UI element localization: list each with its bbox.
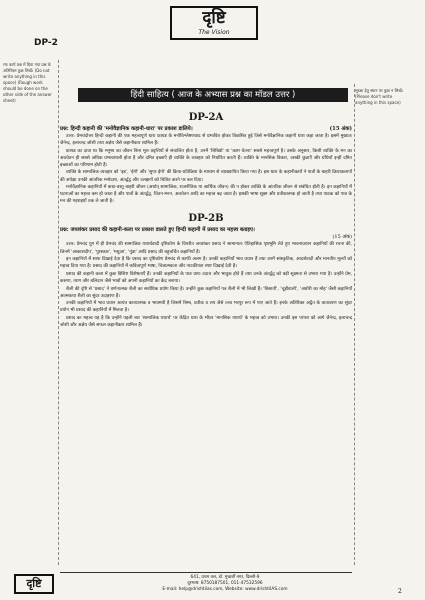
section-b-question: [60, 227, 352, 234]
answer-paragraph: उत्तर: प्रेमचंदोत्तर हिन्दी कहानी की एक महत्त्वपूर्ण धारा फ्रायड के मनोविश्लेषणवाद से प्रभावित होकर विकसित हुई जिसे मनोवैज्ञानिक कहानी धारा कहा जाता है। इसमें मुख्यतः जैनेन्द्र, इलाचन्द्र जोशी तथा अज्ञेय जैसे कहानीकार शामिल हैं।: [60, 134, 352, 147]
question-text: प्रश्न: हिन्दी कहानी की 'मनोवैज्ञानिक कहानी-धारा' पर प्रकाश डालिये।: [60, 126, 193, 132]
answer-paragraph: मनोवैज्ञानिक कहानियों में कथा-वस्तु बाहरी जीवन (अर्थात् सामाजिक, राजनीतिक या आर्थिक जीवन) की न होकर व्यक्ति के आंतरिक जीवन से संबंधित होती है। इन कहानियों में घटनाओं का महत्त्व कम हो जाता है और पात्रों के अंतर्द्वंद्व, चिंतन-मनन, अवचेतन आदि का महत्त्व बढ़ जाता है। इसकी भाषा सूक्ष्म और प्रतीकात्मक हो जाती है तथा पाठक को पात्र के मन की गहराइयों तक ले जाती है।: [60, 185, 352, 205]
footer-phone: दूरभाष: 8750187501, 011-47532596: [187, 581, 263, 586]
question-text: प्रश्न: जयशंकर प्रसाद की कहानी-कला पर प्रकाश डालते हुए हिन्दी कहानी में प्रसाद का महत्त्व बताइए।: [60, 227, 255, 234]
footer-address: 641, प्रथम तल, डॉ. मुखर्जी नगर, दिल्ली-9: [190, 575, 260, 580]
page-number: 2: [398, 588, 402, 595]
right-margin-line: [354, 84, 355, 565]
answer-paragraph: उत्तर: प्रेमचंद युग में ही प्रेमचंद की सामाजिक यथार्थवादी दृष्टिकोण के विपरीत जयशंकर प्रसाद ने सामान्यतः ऐतिहासिक पृष्ठभूमि लेते हुए भावनाप्रधान कहानियों की रचना की, जिनमें 'आकाशदीप', 'पुरस्कार', 'मधुआ', 'गुंडा' आदि प्रसाद की बहुचर्चित कहानियाँ हैं।: [60, 242, 352, 255]
answer-paragraph: प्रसाद का महत्त्व यह है कि उन्होंने पहली बार 'सामाजिक यथार्थ' पर केंद्रित धारा के भीतर 'मानसिक यथार्थ' के महत्त्व को उभारा। उनकी इस परंपरा को आगे जैनेन्द्र, इलाचन्द्र जोशी और अज्ञेय जैसे सफल कहानीकार शामिल हैं।: [60, 315, 352, 328]
subject-banner: हिंदी साहित्य ( आज के अभ्यास प्रश्न का मॉडल उत्तर ): [78, 88, 348, 102]
answer-body: [60, 108, 352, 330]
right-margin-note: सुरक्षा हेतु स्थान पर कुछ न लिखें। (Please don't write anything in this space): [355, 88, 404, 105]
footer-contact: E-mail: help@drishtiias.com, Website: www.drishtiIAS.com: [162, 587, 288, 592]
answer-paragraph: फ्रायड का दावा था कि मनुष्य का जीवन बिना मूल प्रवृत्तियों से संचालित होता है, उनमें 'लिबिडो' या 'काम चेतना' सबसे महत्त्वपूर्ण है। उसके अनुसार, किसी व्यक्ति के मन का अवचेतन ही सबसे अधिक प्रभावशाली होता है और दमित इच्छाएँ ही व्यक्ति के व्यवहार को निर्धारित करती हैं। व्यक्ति के मानसिक विकार, उसकी कुंठाएँ और ग्रंथियाँ इन्हीं दमित इच्छाओं का परिणाम होती हैं।: [60, 148, 352, 168]
footer-logo: दृष्टि: [14, 574, 54, 594]
left-margin-note: रफ कार्य प्रश्न में दिया गया प्रश्न के अतिरिक्त कुछ लिखें। (Do not write anything in this space) (Rough work should be done on the other side of the answer sheet): [3, 62, 52, 103]
answer-paragraph: शैली की दृष्टि से 'प्रसाद' ने वर्णनात्मक शैली का सर्वाधिक प्रयोग किया है। उन्होंने कुछ कहानियाँ पत्र शैली में भी लिखी हैं। 'विसाती', 'चूड़ीवाली', 'अघोरी का मोह' जैसी कहानियाँ आत्मकथा शैली का सुंदर उदाहरण हैं।: [60, 286, 352, 299]
logo-text: दृष्टि: [202, 8, 226, 28]
footer-divider: [60, 572, 352, 573]
paper-code: DP-2: [34, 38, 58, 48]
question-marks: (15 अंक): [329, 126, 352, 132]
question-marks: (15 अंक): [332, 234, 352, 241]
page-footer: [26, 570, 410, 598]
section-a-title: DP-2A: [188, 112, 224, 123]
left-margin-line: [58, 60, 59, 565]
drishti-logo: [170, 6, 258, 40]
answer-paragraph: इन कहानियों में साफ दिखाई देता है कि प्रसाद का दृष्टिकोण प्रेमचंद से काफी अलग है। उनकी कहानियाँ भाव प्रधान हैं तथा उनमें सांस्कृतिक, आदर्शवादी और मानवीय मूल्यों को महत्त्व दिया गया है। प्रसाद की कहानियों में कवित्वपूर्ण भाषा, चित्रात्मकता और नाटकीयता स्पष्ट दिखाई देती है।: [60, 257, 352, 270]
section-a-question: [60, 126, 352, 133]
logo-tagline: The Vision: [198, 29, 230, 36]
section-b-title: DP-2B: [188, 213, 224, 225]
answer-paragraph: प्रसाद की कहानी कला में कुछ विशिष्ट विशेषताएँ हैं। उनकी कहानियों के पात्र प्रायः उदात्त और भावुक होते हैं तथा उनके अंतर्द्वंद्व को बड़ी सूक्ष्मता से उभारा गया है। उन्होंने प्रेम, करुणा, त्याग और बलिदान जैसे भावों को अपनी कहानियों का केंद्र बनाया।: [60, 271, 352, 284]
answer-paragraph: उनकी कहानियों में भाव प्रधान अत्यंत काव्यात्मक व भावमयी है जिसमें बिम्ब, प्रतीक व लय जैसे तत्त्व भरपूर रूप में पाए जाते हैं। इनके अतिरिक्त अद्वैत के वातावरण का सुंदर प्रयोग भी प्रसाद की कहानियों में मिलता है।: [60, 301, 352, 314]
answer-paragraph: व्यक्ति के सामाजिक व्यवहार को 'इड', 'ईगो' और 'सुपर ईगो' की क्रिया-प्रतिक्रिया के माध्यम से व्याख्यायित किया गया है। इस धारा के कहानीकारों ने पात्रों के बाहरी क्रियाकलापों की अपेक्षा उनकी आंतरिक मनोदशा, अंतर्द्वंद्व और उलझनों को चित्रित करने पर बल दिया।: [60, 170, 352, 183]
